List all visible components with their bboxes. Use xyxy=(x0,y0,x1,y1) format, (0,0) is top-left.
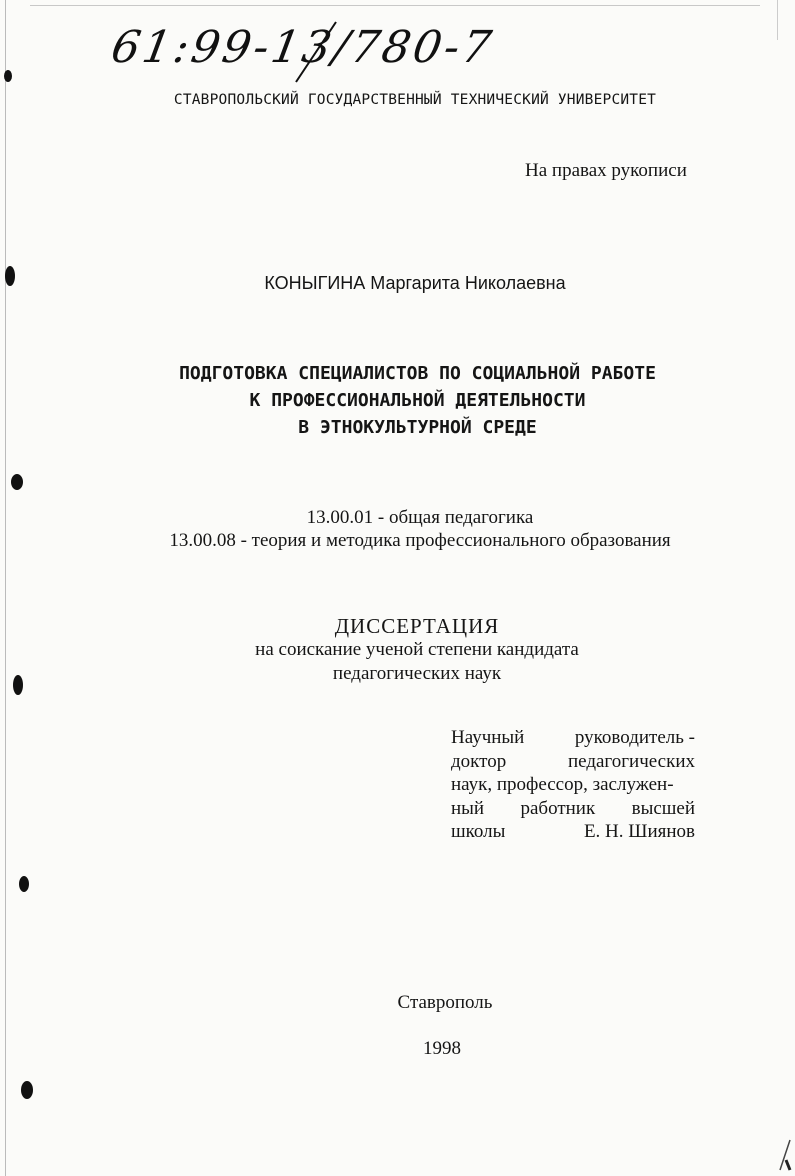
dissertation-heading: ДИССЕРТАЦИЯ xyxy=(334,614,500,638)
supervisor-line xyxy=(451,797,695,821)
supervisor-word: Научный xyxy=(451,727,525,748)
supervisor-word: доктор xyxy=(451,750,507,772)
specialty-line: 13.00.01 - общая педагогика xyxy=(306,507,534,528)
title-line: К ПРОФЕССИОНАЛЬНОЙ ДЕЯТЕЛЬНОСТИ xyxy=(249,390,586,411)
degree-line: педагогических наук xyxy=(332,663,502,684)
corner-mark xyxy=(786,1160,790,1170)
supervisor-line xyxy=(451,773,695,797)
supervisor-word: школы xyxy=(451,821,506,842)
dissertation-title xyxy=(0,360,795,441)
title-line: В ЭТНОКУЛЬТУРНОЙ СРЕДЕ xyxy=(298,417,537,438)
dissertation-block xyxy=(0,614,795,686)
binding-hole xyxy=(19,876,29,892)
supervisor-word: педагогических xyxy=(567,750,695,772)
binding-hole xyxy=(4,70,12,82)
title-line: ПОДГОТОВКА СПЕЦИАЛИСТОВ ПО СОЦИАЛЬНОЙ РАБОТЕ xyxy=(179,363,656,384)
year: 1998 xyxy=(423,1038,461,1059)
supervisor-word: наук, профессор, заслужен- xyxy=(451,774,674,795)
specialty-codes xyxy=(0,506,795,552)
specialty-line: 13.00.08 - теория и методика профессионального образования xyxy=(169,530,671,551)
binding-hole xyxy=(21,1081,33,1099)
supervisor-word: ный xyxy=(451,797,485,819)
degree-line: на соискание ученой степени кандидата xyxy=(255,639,579,660)
supervisor-line xyxy=(451,726,695,750)
author-name: КОНЫГИНА Маргарита Николаевна xyxy=(264,273,566,293)
supervisor-name: Е. Н. Шиянов xyxy=(583,821,695,842)
university-name: СТАВРОПОЛЬСКИЙ ГОСУДАРСТВЕННЫЙ ТЕХНИЧЕСКИЙ УНИВЕРСИТЕТ xyxy=(173,92,657,108)
supervisor-block xyxy=(451,726,695,844)
rights-label: На правах рукописи xyxy=(525,160,687,181)
supervisor-line xyxy=(451,750,695,774)
supervisor-word: руководитель - xyxy=(574,727,695,748)
supervisor-line xyxy=(451,820,695,844)
binding-hole xyxy=(11,474,23,490)
supervisor-word: высшей xyxy=(631,797,695,819)
archive-stamp-number: 61:99-13/780-7 xyxy=(107,22,498,73)
supervisor-word: работник xyxy=(520,797,596,819)
city: Ставрополь xyxy=(397,992,493,1013)
